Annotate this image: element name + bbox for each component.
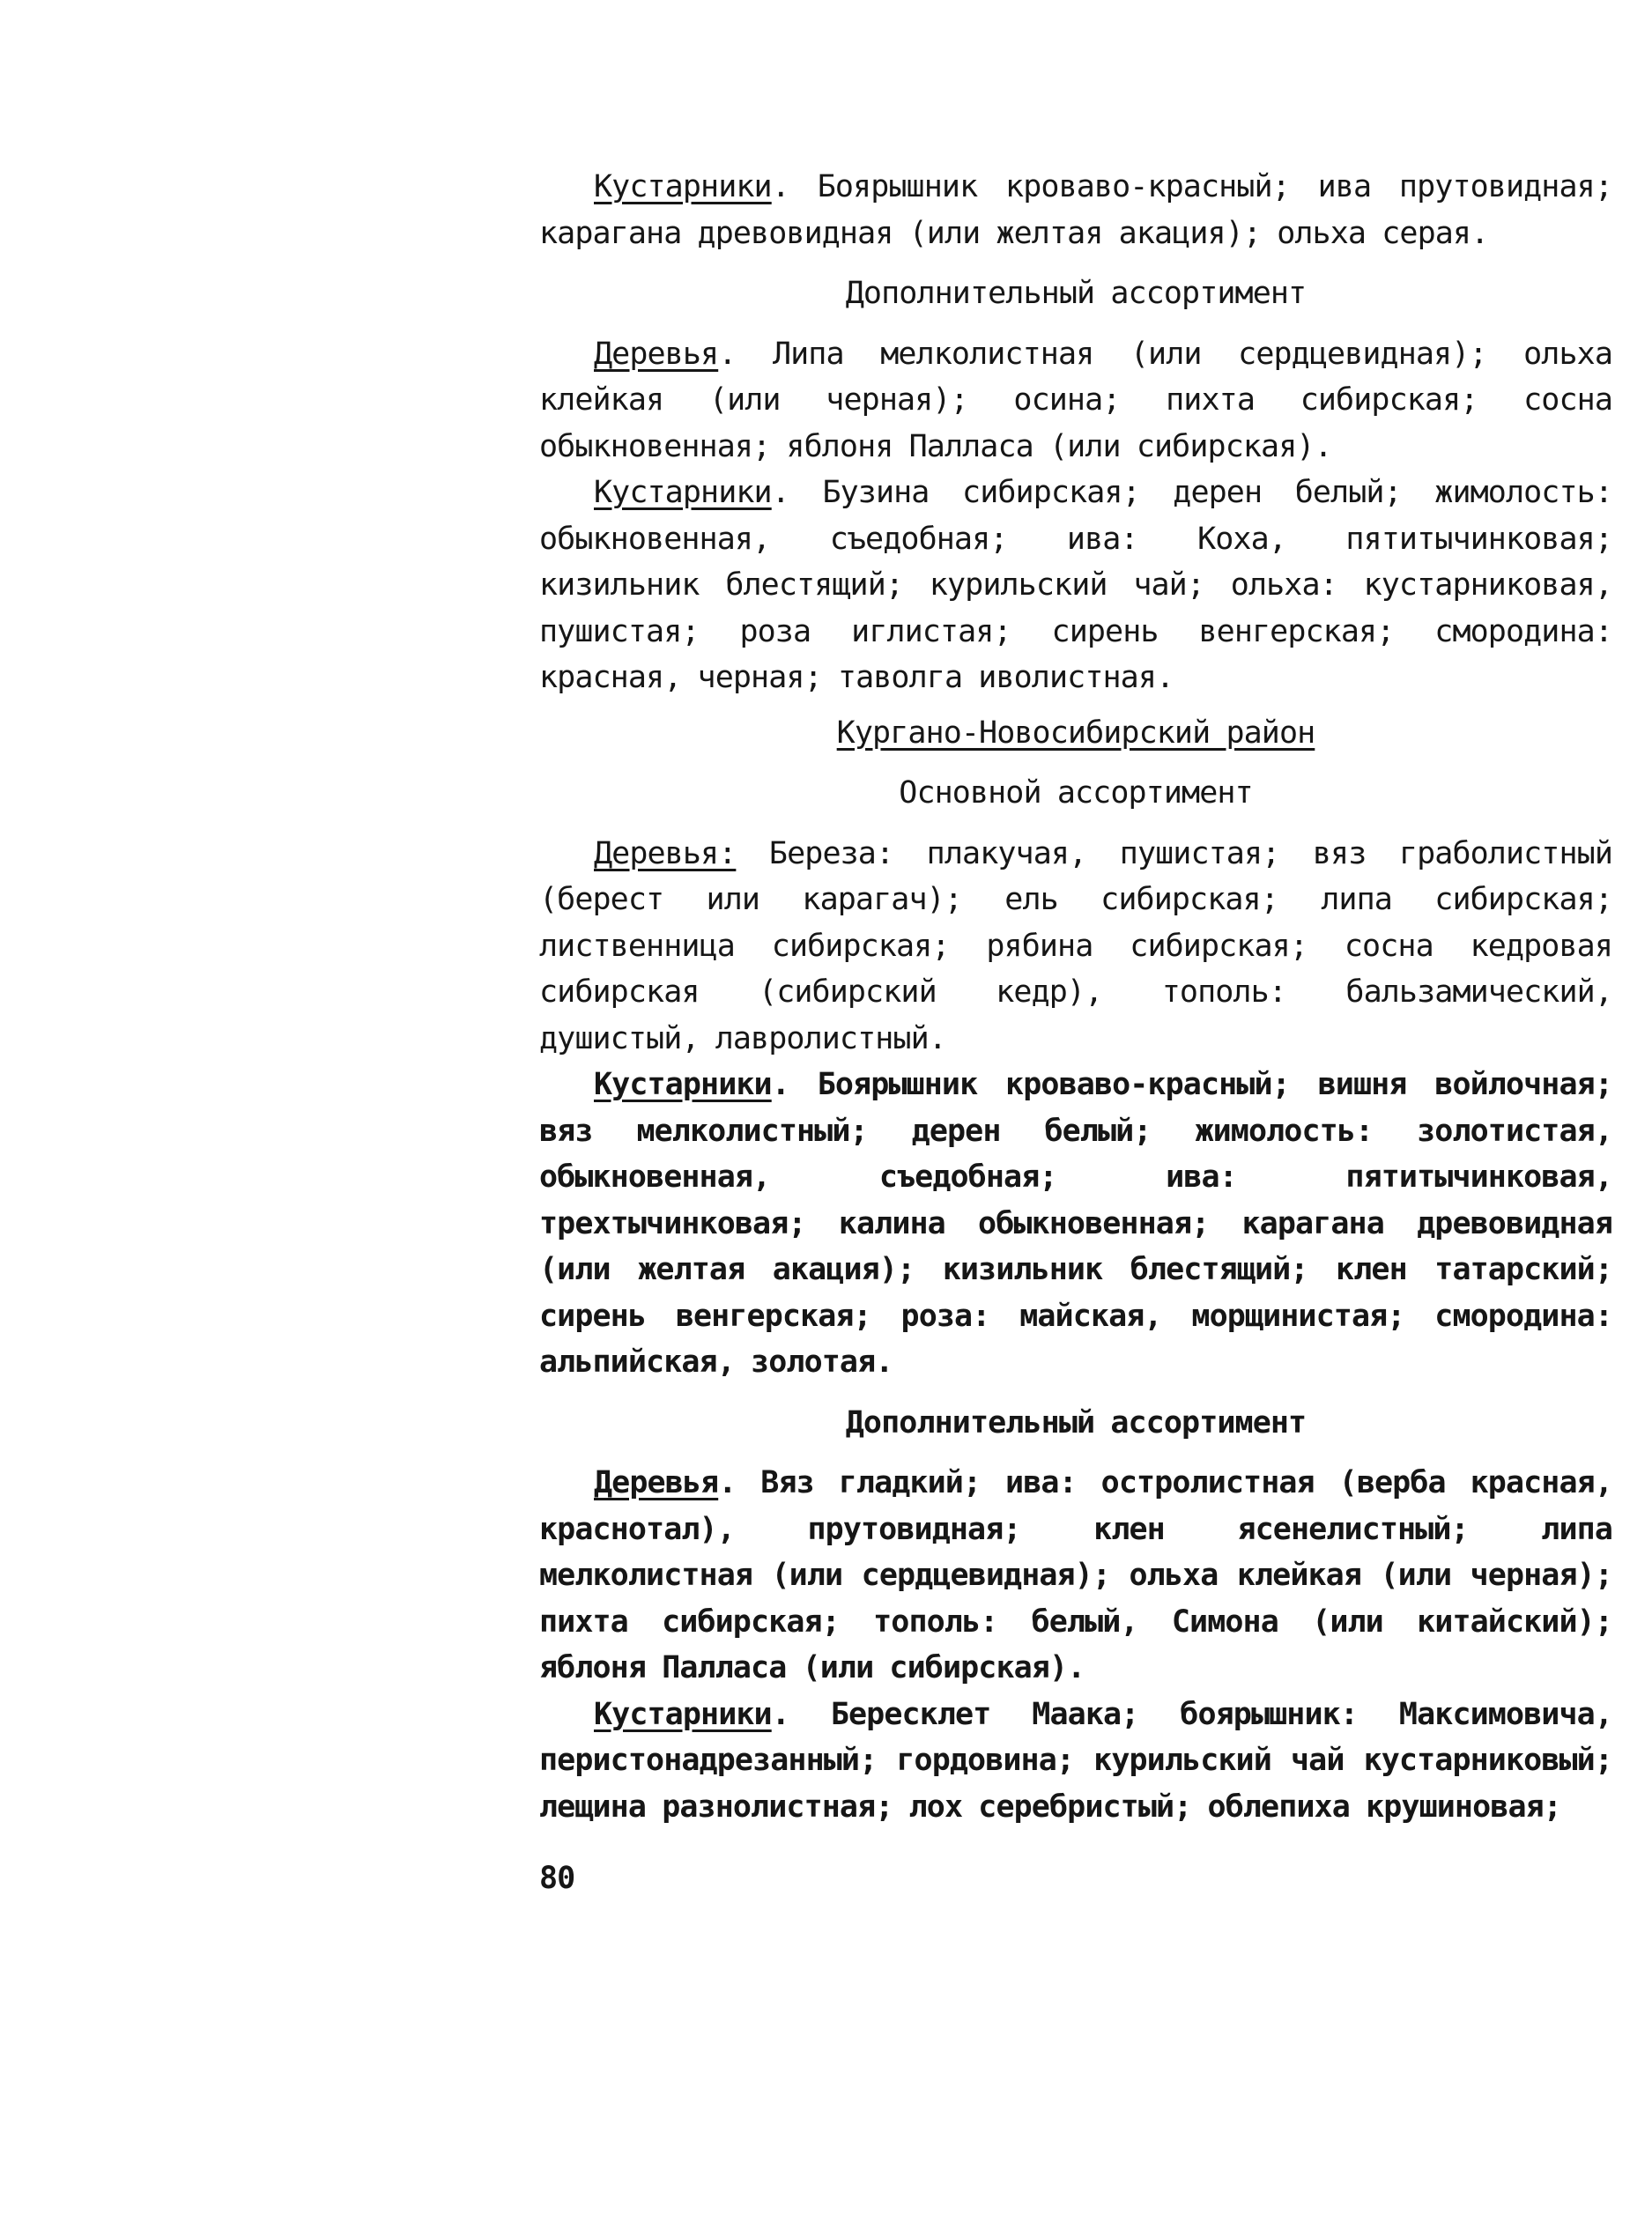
region-title: Кургано-Новосибирский район <box>836 715 1315 751</box>
paragraph-text: . Бузина сибирская; дерен белый; жимолость: обыкновенная, съедобная; ива: Коха, пятитычинковая; кизильник блестящий; курильский чай; ольха: кустарниковая, пушистая; роза иглистая; сирень венгерская; смородина: красная, черная; таволга иволистная. <box>539 475 1612 695</box>
text-column <box>539 164 1612 1830</box>
paragraph-text: . Липа мелколистная (или сердцевидная); ольха клейкая (или черная); осина; пихта сибирская; сосна обыкновенная; яблоня Палласа (или сибирская). <box>539 336 1612 464</box>
paragraph-text: . Вяз гладкий; ива: остролистная (верба красная, краснотал), прутовидная; клен ясенелистный; липа мелколистная (или сердцевидная); ольха клейкая (или черная); пихта сибирская; тополь: белый, Симона (или китайский); яблоня Палласа (или сибирская). <box>539 1465 1612 1685</box>
paragraph-shrubs-4 <box>539 1692 1612 1831</box>
paragraph-label: Кустарники <box>594 475 772 510</box>
paragraph-text: . Боярышник кроваво-красный; ива прутовидная; карагана древовидная (или желтая акация); ольха серая. <box>539 169 1612 251</box>
section-heading-additional-2: Дополнительный ассортимент <box>845 1404 1307 1441</box>
paragraph-shrubs-2 <box>539 470 1612 701</box>
section-heading-additional: Дополнительный ассортимент <box>845 276 1307 311</box>
paragraph-trees-3 <box>539 1460 1612 1692</box>
paragraph-label: Кустарники <box>594 1696 772 1732</box>
paragraph-trees-1 <box>539 331 1612 470</box>
paragraph-text: Береза: плакучая, пушистая; вяз граболистный (берест или карагач); ель сибирская; липа сибирская; лиственница сибирская; рябина сибирская; сосна кедровая сибирская (сибирский кедр), тополь: бальзамический, душистый, лавролистный. <box>539 835 1612 1056</box>
paragraph-shrubs-1 <box>539 164 1612 256</box>
paragraph-label: Кустарники <box>594 169 772 204</box>
paragraph-trees-2 <box>539 831 1612 1063</box>
paragraph-text: . Бересклет Маака; боярышник: Максимовича, перистонадрезанный; гордовина; курильский чай кустарниковый; лещина разнолистная; лох серебристый; облепиха крушиновая; <box>539 1696 1612 1825</box>
paragraph-text: . Боярышник кроваво-красный; вишня войлочная; вяз мелколистный; дерен белый; жимолость: золотистая, обыкновенная, съедобная; ива: пятитычинковая, трехтычинковая; калина обыкновенная; карагана древовидная (или желтая акация); кизильник блестящий; клен татарский; сирень венгерская; роза: майская, морщинистая; смородина: альпийская, золотая. <box>539 1067 1612 1380</box>
page-number: 80 <box>539 1861 575 1896</box>
paragraph-label: Деревья <box>594 336 719 372</box>
paragraph-label: Деревья: <box>594 835 737 871</box>
region-heading <box>539 710 1612 757</box>
paragraph-label: Кустарники <box>594 1067 772 1102</box>
paragraph-label: Деревья <box>594 1465 719 1500</box>
section-heading-main: Основной ассортимент <box>899 775 1253 811</box>
paragraph-shrubs-3 <box>539 1062 1612 1386</box>
